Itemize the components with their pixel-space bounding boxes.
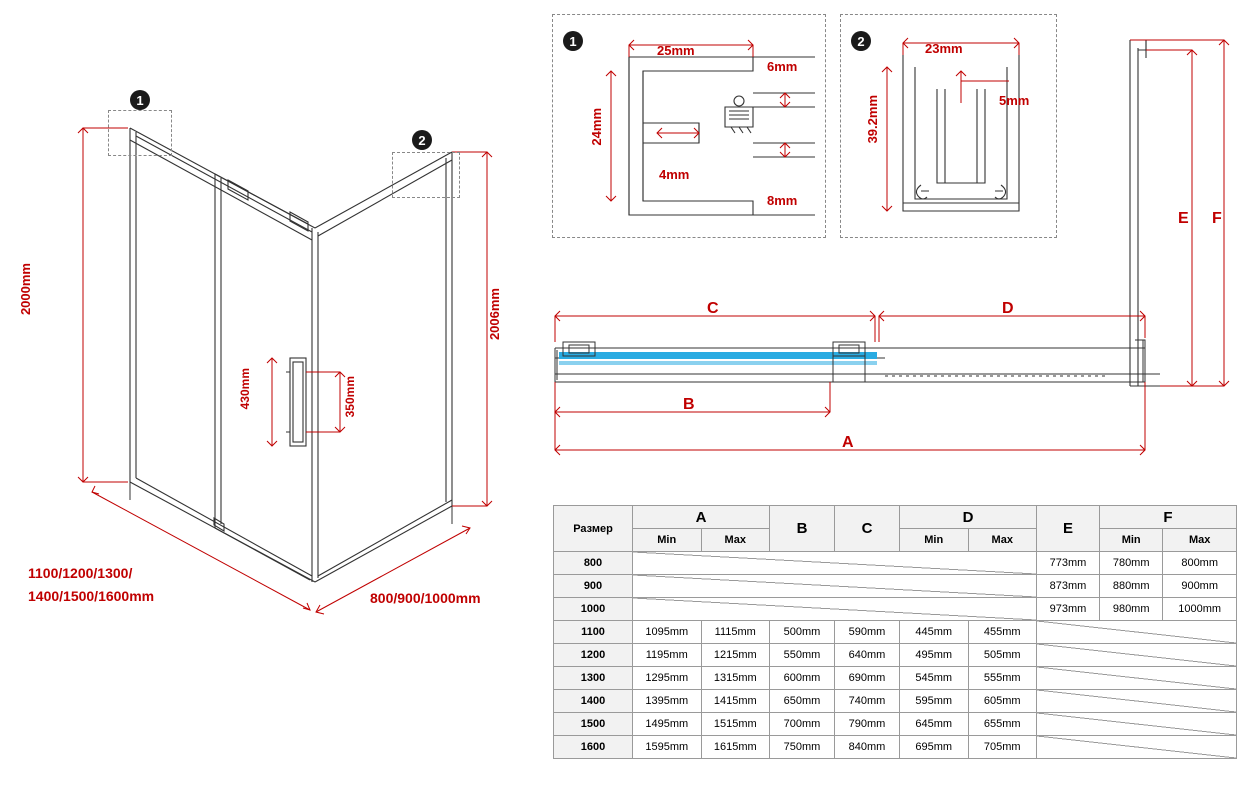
- table-row: [554, 575, 1237, 598]
- dim-handle-width: 350mm: [343, 376, 357, 418]
- table-header-row-1: [554, 506, 1237, 529]
- dim-label-F: F: [1212, 210, 1222, 227]
- dim-label-A: A: [842, 434, 854, 451]
- callout-1-label: 1: [136, 92, 144, 108]
- detail-1-dim-6: 6mm: [767, 59, 798, 74]
- dim-depth-options: 800/900/1000mm: [370, 590, 481, 606]
- row-f-min: 780mm: [1100, 552, 1163, 575]
- detail-1-dim-4: 4mm: [659, 167, 690, 182]
- callout-2-label: 2: [418, 132, 426, 148]
- detail-2-dim-5: 5mm: [999, 93, 1030, 108]
- row-d-min: 595mm: [900, 690, 969, 713]
- dim-width-options-line2: 1400/1500/1600mm: [28, 588, 155, 604]
- row-a-max: 1615mm: [701, 736, 770, 759]
- row-f-max: 900mm: [1163, 575, 1237, 598]
- spec-table: [553, 505, 1237, 759]
- callout-2-marker: [412, 130, 432, 150]
- row-empty-ef: [1037, 736, 1237, 759]
- detail-2-number: 2: [857, 33, 865, 49]
- col-d-min: Min: [900, 529, 969, 552]
- row-a-max: 1315mm: [701, 667, 770, 690]
- row-b: 750mm: [770, 736, 835, 759]
- row-empty-abcd: [633, 552, 1037, 575]
- col-f: F: [1100, 506, 1237, 529]
- row-size: 800: [554, 552, 633, 575]
- col-size: Размер: [554, 506, 633, 552]
- row-empty-ef: [1037, 690, 1237, 713]
- row-f-min: 880mm: [1100, 575, 1163, 598]
- col-c: C: [835, 506, 900, 552]
- row-c: 740mm: [835, 690, 900, 713]
- col-f-max: Max: [1163, 529, 1237, 552]
- table-body: [554, 552, 1237, 759]
- row-size: 1300: [554, 667, 633, 690]
- row-size: 1000: [554, 598, 633, 621]
- row-size: 1200: [554, 644, 633, 667]
- table-row: [554, 736, 1237, 759]
- row-a-min: 1495mm: [633, 713, 702, 736]
- dim-label-E: E: [1178, 210, 1189, 227]
- table-row: [554, 713, 1237, 736]
- row-d-max: 605mm: [968, 690, 1037, 713]
- detail-2-dim-23: 23mm: [925, 41, 963, 56]
- col-a: A: [633, 506, 770, 529]
- dim-label-B: B: [683, 396, 695, 413]
- row-f-max: 800mm: [1163, 552, 1237, 575]
- row-e: 773mm: [1037, 552, 1100, 575]
- dim-handle-height: 430mm: [238, 368, 252, 410]
- dim-label-D: D: [1002, 300, 1014, 317]
- table-row: [554, 598, 1237, 621]
- table-row: [554, 667, 1237, 690]
- plan-view: [545, 290, 1165, 490]
- row-b: 600mm: [770, 667, 835, 690]
- detail-1-dim-25: 25mm: [657, 43, 695, 58]
- col-b: B: [770, 506, 835, 552]
- row-b: 650mm: [770, 690, 835, 713]
- row-a-min: 1595mm: [633, 736, 702, 759]
- table-row: [554, 644, 1237, 667]
- col-d: D: [900, 506, 1037, 529]
- row-empty-ef: [1037, 667, 1237, 690]
- col-a-min: Min: [633, 529, 702, 552]
- row-a-min: 1195mm: [633, 644, 702, 667]
- detail-1-panel: [552, 14, 826, 238]
- row-b: 700mm: [770, 713, 835, 736]
- row-a-max: 1115mm: [701, 621, 770, 644]
- row-d-max: 655mm: [968, 713, 1037, 736]
- col-f-min: Min: [1100, 529, 1163, 552]
- table-row: [554, 690, 1237, 713]
- row-size: 1100: [554, 621, 633, 644]
- row-d-max: 555mm: [968, 667, 1037, 690]
- row-d-min: 545mm: [900, 667, 969, 690]
- col-d-max: Max: [968, 529, 1037, 552]
- row-d-max: 505mm: [968, 644, 1037, 667]
- row-f-max: 1000mm: [1163, 598, 1237, 621]
- row-size: 1500: [554, 713, 633, 736]
- main-enclosure-view: [0, 0, 545, 640]
- row-c: 590mm: [835, 621, 900, 644]
- dim-height-left: 2000mm: [18, 263, 33, 316]
- callout-1-box: [108, 110, 172, 156]
- row-a-max: 1415mm: [701, 690, 770, 713]
- row-e: 873mm: [1037, 575, 1100, 598]
- row-a-min: 1395mm: [633, 690, 702, 713]
- row-c: 640mm: [835, 644, 900, 667]
- detail-2-dim-392: 39.2mm: [865, 95, 880, 144]
- row-d-max: 455mm: [968, 621, 1037, 644]
- table-row: [554, 552, 1237, 575]
- row-d-min: 445mm: [900, 621, 969, 644]
- row-d-min: 495mm: [900, 644, 969, 667]
- row-d-min: 695mm: [900, 736, 969, 759]
- callout-1-marker: [130, 90, 150, 110]
- row-empty-ef: [1037, 621, 1237, 644]
- row-empty-abcd: [633, 598, 1037, 621]
- row-b: 500mm: [770, 621, 835, 644]
- row-b: 550mm: [770, 644, 835, 667]
- row-empty-ef: [1037, 713, 1237, 736]
- row-a-min: 1295mm: [633, 667, 702, 690]
- row-c: 840mm: [835, 736, 900, 759]
- dim-height-right: 2006mm: [487, 288, 502, 341]
- row-d-min: 645mm: [900, 713, 969, 736]
- main-view-svg: [0, 0, 545, 640]
- row-size: 900: [554, 575, 633, 598]
- detail-1-number: 1: [569, 33, 577, 49]
- col-e: E: [1037, 506, 1100, 552]
- row-size: 1400: [554, 690, 633, 713]
- table-row: [554, 621, 1237, 644]
- dim-label-C: C: [707, 300, 719, 317]
- row-d-max: 705mm: [968, 736, 1037, 759]
- row-a-max: 1515mm: [701, 713, 770, 736]
- row-a-min: 1095mm: [633, 621, 702, 644]
- row-empty-abcd: [633, 575, 1037, 598]
- row-a-max: 1215mm: [701, 644, 770, 667]
- detail-1-dim-8: 8mm: [767, 193, 798, 208]
- plan-view-svg: [545, 290, 1165, 490]
- row-f-min: 980mm: [1100, 598, 1163, 621]
- row-e: 973mm: [1037, 598, 1100, 621]
- col-a-max: Max: [701, 529, 770, 552]
- row-size: 1600: [554, 736, 633, 759]
- dim-width-options-line1: 1100/1200/1300/: [28, 565, 133, 581]
- row-empty-ef: [1037, 644, 1237, 667]
- detail-1-dim-24: 24mm: [589, 108, 604, 146]
- detail-2-panel: [840, 14, 1057, 238]
- callout-2-box: [392, 152, 460, 198]
- row-c: 690mm: [835, 667, 900, 690]
- row-c: 790mm: [835, 713, 900, 736]
